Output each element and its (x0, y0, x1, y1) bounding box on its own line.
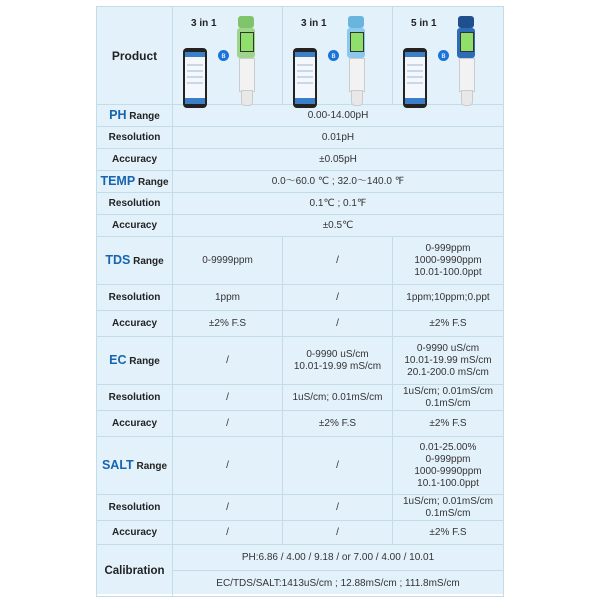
ph-resolution-value: 0.01pH (173, 127, 504, 149)
ph-resolution-label: Resolution (97, 127, 173, 149)
ph-range-label: PH Range (97, 105, 173, 127)
tds-range-c3: 0-999ppm 1000-9990ppm 10.01-100.0ppt (393, 237, 504, 285)
temp-accuracy-label: Accuracy (97, 215, 173, 237)
tds-range-label: TDS Range (97, 237, 173, 285)
ec-resolution-row (97, 385, 504, 411)
tds-range-row (97, 237, 504, 285)
calibration-ec-value: EC/TDS/SALT:1413uS/cm ; 12.88mS/cm ; 111.8mS/cm (173, 571, 504, 597)
tds-resolution-c2: / (283, 285, 393, 311)
spec-table (96, 6, 504, 597)
temp-resolution-row (97, 193, 504, 215)
model-1 (173, 7, 283, 105)
product-row (97, 7, 504, 105)
salt-resolution-c1: / (173, 495, 283, 521)
model-2-name: 3 in 1 (301, 17, 327, 29)
meter-pen-green (237, 16, 255, 104)
calibration-label: Calibration (97, 545, 173, 597)
meter-pen-lightblue (347, 16, 365, 104)
salt-range-c2: / (283, 437, 393, 495)
phone-app-icon (293, 48, 317, 108)
ec-resolution-c1: / (173, 385, 283, 411)
ec-accuracy-row (97, 411, 504, 437)
ph-accuracy-label: Accuracy (97, 149, 173, 171)
salt-range-c1: / (173, 437, 283, 495)
salt-resolution-row (97, 495, 504, 521)
ec-accuracy-c3: ±2% F.S (393, 411, 504, 437)
salt-range-c3: 0.01-25.00% 0-999ppm 1000-9990ppm 10.1-100.0ppt (393, 437, 504, 495)
tds-accuracy-c3: ±2% F.S (393, 311, 504, 337)
ec-resolution-label: Resolution (97, 385, 173, 411)
salt-accuracy-c3: ±2% F.S (393, 521, 504, 545)
tds-range-c1: 0-9999ppm (173, 237, 283, 285)
ph-range-value: 0.00-14.00pH (173, 105, 504, 127)
spec-table-panel (96, 6, 503, 594)
tds-accuracy-c1: ±2% F.S (173, 311, 283, 337)
bluetooth-icon: ʙ (328, 50, 339, 61)
ec-accuracy-c2: ±2% F.S (283, 411, 393, 437)
tds-accuracy-c2: / (283, 311, 393, 337)
product-label: Product (97, 7, 173, 105)
temp-range-value: 0.0～60.0 ℃ ; 32.0～140.0 ℉ (173, 171, 504, 193)
ec-range-c3: 0-9990 uS/cm 10.01-19.99 mS/cm 20.1-200.0 mS/cm (393, 337, 504, 385)
tds-resolution-c1: 1ppm (173, 285, 283, 311)
bluetooth-icon: ʙ (218, 50, 229, 61)
temp-accuracy-value: ±0.5℃ (173, 215, 504, 237)
ec-range-c1: / (173, 337, 283, 385)
tds-resolution-label: Resolution (97, 285, 173, 311)
temp-resolution-label: Resolution (97, 193, 173, 215)
ec-range-c2: 0-9990 uS/cm 10.01-19.99 mS/cm (283, 337, 393, 385)
tds-accuracy-label: Accuracy (97, 311, 173, 337)
model-3 (393, 7, 504, 105)
bluetooth-icon: ʙ (438, 50, 449, 61)
model-2 (283, 7, 393, 105)
salt-resolution-label: Resolution (97, 495, 173, 521)
model-1-name: 3 in 1 (191, 17, 217, 29)
meter-pen-darkblue (457, 16, 475, 104)
ec-range-row (97, 337, 504, 385)
salt-accuracy-label: Accuracy (97, 521, 173, 545)
ec-accuracy-c1: / (173, 411, 283, 437)
temp-resolution-value: 0.1℃ ; 0.1℉ (173, 193, 504, 215)
ec-resolution-c2: 1uS/cm; 0.01mS/cm (283, 385, 393, 411)
phone-app-icon (183, 48, 207, 108)
salt-accuracy-c2: / (283, 521, 393, 545)
salt-resolution-c3: 1uS/cm; 0.01mS/cm 0.1mS/cm (393, 495, 504, 521)
ph-accuracy-value: ±0.05pH (173, 149, 504, 171)
ec-resolution-c3: 1uS/cm; 0.01mS/cm 0.1mS/cm (393, 385, 504, 411)
temp-accuracy-row (97, 215, 504, 237)
ec-range-label: EC Range (97, 337, 173, 385)
salt-accuracy-row (97, 521, 504, 545)
tds-resolution-c3: 1ppm;10ppm;0.ppt (393, 285, 504, 311)
salt-accuracy-c1: / (173, 521, 283, 545)
salt-range-label: SALT Range (97, 437, 173, 495)
salt-resolution-c2: / (283, 495, 393, 521)
tds-resolution-row (97, 285, 504, 311)
ec-accuracy-label: Accuracy (97, 411, 173, 437)
tds-accuracy-row (97, 311, 504, 337)
temp-range-label: TEMP Range (97, 171, 173, 193)
ph-resolution-row (97, 127, 504, 149)
model-3-name: 5 in 1 (411, 17, 437, 29)
calibration-row-1 (97, 545, 504, 571)
salt-range-row (97, 437, 504, 495)
calibration-ph-value: PH:6.86 / 4.00 / 9.18 / or 7.00 / 4.00 / 10.01 (173, 545, 504, 571)
temp-range-row (97, 171, 504, 193)
tds-range-c2: / (283, 237, 393, 285)
ph-accuracy-row (97, 149, 504, 171)
ph-range-row (97, 105, 504, 127)
phone-app-icon (403, 48, 427, 108)
